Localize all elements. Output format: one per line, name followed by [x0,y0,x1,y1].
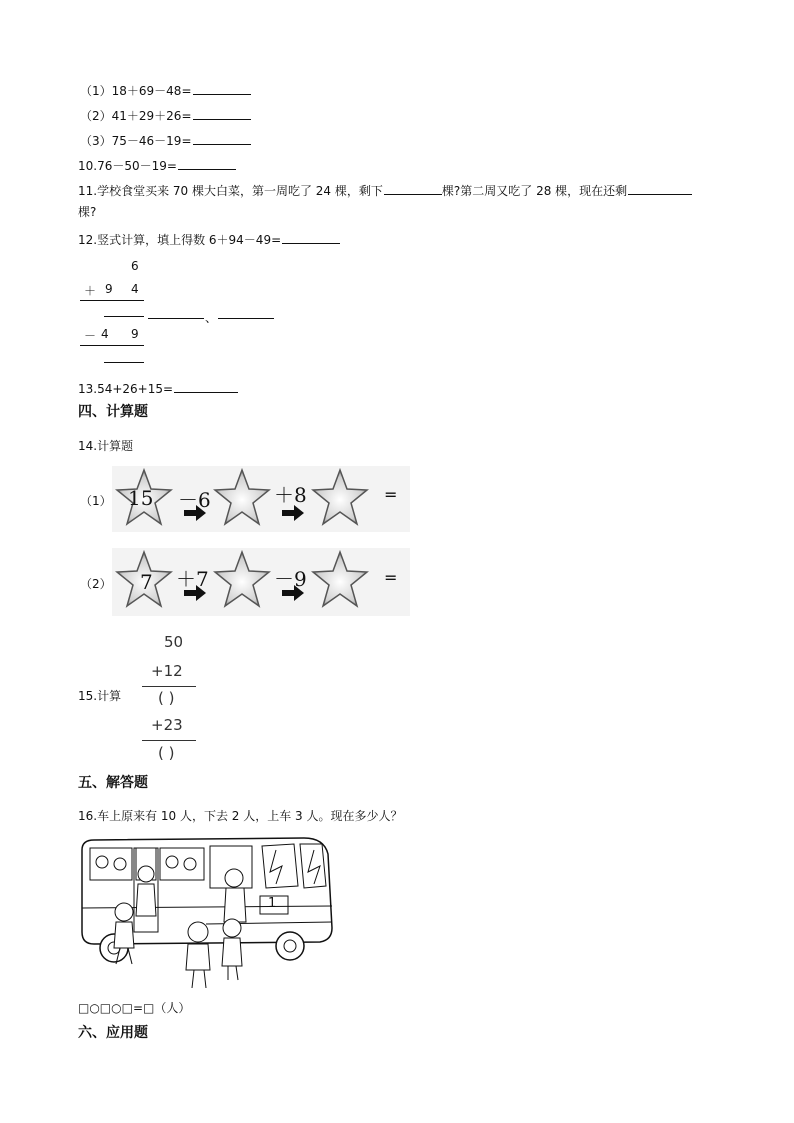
answer-blank[interactable] [282,231,340,244]
q9-part1: （1）18＋69－48= [80,82,251,99]
answer-blank[interactable] [193,82,251,95]
result-paren[interactable]: ( ) [158,744,175,762]
answer-blank[interactable] [384,182,442,195]
addend: +12 [151,662,183,680]
answer-line[interactable] [104,316,144,317]
q14-row2-label: （2） [80,577,112,591]
star-chain-2 [112,548,410,616]
section-heading: 五、解答题 [78,775,148,791]
q14-row1-label: （1） [80,494,112,508]
difference-line [80,345,144,346]
answer-blank[interactable] [178,157,236,170]
star-chain-graphic [112,548,410,616]
q12-prompt: 12.竖式计算，填上得数 6＋94－49= [78,231,340,248]
star-icon [215,552,269,606]
sum-line [142,740,196,741]
q9-part3: （3）75－46－19= [80,132,251,149]
star-icon [215,470,269,524]
q9-part2: （2）41＋29＋26= [80,107,251,124]
bus-icon [76,832,338,997]
minus-sign: － [84,329,97,343]
operation-label: －9 [274,567,307,591]
equals-sign: = [384,485,398,504]
answer-blank[interactable] [193,132,251,145]
star-start-number: 7 [140,570,153,594]
answer-blank[interactable] [193,107,251,120]
q16-text: 16.车上原来有 10 人，下去 2 人，上车 3 人。现在多少人？ [78,809,403,823]
start-number: 50 [164,633,184,651]
star-start-number: 15 [128,486,154,510]
vertical-digit: 4 [131,282,139,296]
answer-blank[interactable] [628,182,692,195]
q11-line1: 11.学校食堂买来 70 棵大白菜，第一周吃了 24 棵，剩下 棵?第二周又吃了 28 棵，现在还剩 [78,182,692,199]
q11-line2: 棵? [78,205,97,219]
star-chain-1 [112,466,410,532]
q16-answer-template[interactable]: □○□○□=□（人） [78,1001,191,1015]
bus-illustration [76,832,338,997]
q14-title: 14.计算题 [78,439,134,453]
bus-number: 1 [268,896,277,911]
answer-blank[interactable] [174,380,238,393]
vertical-top-digit: 6 [131,259,139,273]
addend: +23 [151,716,183,734]
section-heading: 四、计算题 [78,404,148,420]
answer-line[interactable] [104,362,144,363]
operation-label: ＋8 [274,483,307,507]
q10: 10.76－50－19= [78,157,236,174]
separator: 、 [205,311,218,325]
vertical-digit: 4 [101,327,109,341]
operation-label: －6 [178,488,211,512]
star-icon [313,470,367,524]
result-paren[interactable]: ( ) [158,689,175,707]
sum-line [80,300,144,301]
answer-blank[interactable] [148,318,204,319]
q13: 13.54+26+15= [78,380,238,397]
section-heading: 六、应用题 [78,1025,148,1041]
q15-label: 15.计算 [78,689,122,703]
sum-line [142,686,196,687]
answer-blank[interactable] [218,318,274,319]
vertical-digit: 9 [131,327,139,341]
plus-sign: ＋ [84,284,97,298]
star-icon [313,552,367,606]
vertical-digit: 9 [105,282,113,296]
operation-label: ＋7 [176,567,209,591]
equals-sign: = [384,568,398,587]
star-chain-graphic [112,466,410,532]
